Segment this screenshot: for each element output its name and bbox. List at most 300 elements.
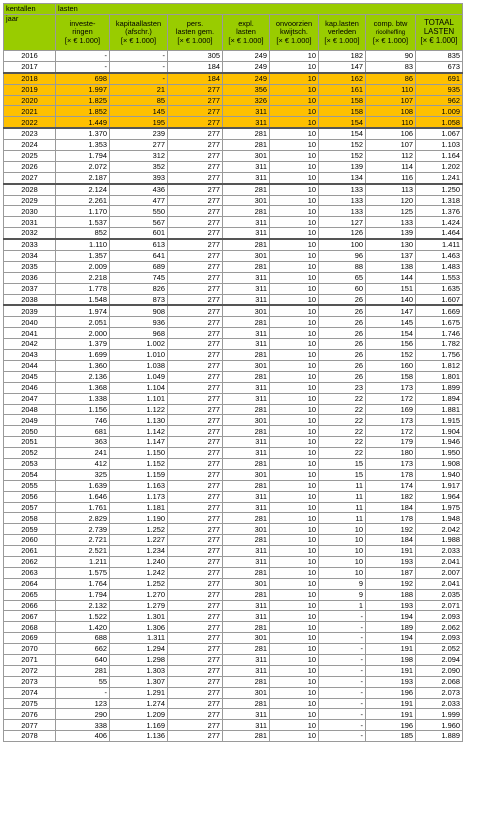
header-label: investe- [69, 18, 96, 28]
year-cell: 2020 [4, 95, 56, 106]
value-cell: 100 [319, 239, 366, 250]
value-cell: 311 [223, 502, 270, 513]
year-cell: 2024 [4, 140, 56, 151]
value-cell: 935 [416, 84, 463, 95]
header-unit: [× € 1.000] [324, 35, 360, 45]
value-cell: 10 [270, 687, 319, 698]
value-cell: 10 [270, 371, 319, 382]
value-cell: 835 [416, 51, 463, 62]
value-cell: 1.147 [110, 437, 168, 448]
value-cell: 113 [366, 184, 416, 195]
value-cell: 2.124 [56, 184, 110, 195]
value-cell: 2.051 [56, 317, 110, 328]
value-cell: 1.950 [416, 448, 463, 459]
value-cell: 311 [223, 611, 270, 622]
value-cell: 406 [56, 731, 110, 742]
year-cell: 2078 [4, 731, 56, 742]
value-cell: 10 [270, 578, 319, 589]
value-cell: 139 [319, 161, 366, 172]
value-cell: 158 [319, 106, 366, 117]
year-cell: 2018 [4, 73, 56, 84]
value-cell: 10 [270, 676, 319, 687]
value-cell: 277 [168, 622, 223, 633]
value-cell: 158 [319, 95, 366, 106]
header-label: pers. [186, 18, 204, 28]
value-cell: 191 [366, 709, 416, 720]
value-cell: - [319, 611, 366, 622]
table-row [4, 622, 463, 633]
value-cell: 681 [56, 426, 110, 437]
value-cell: 1.881 [416, 404, 463, 415]
value-cell: 1.136 [110, 731, 168, 742]
value-cell: 1.908 [416, 458, 463, 469]
value-cell: 689 [110, 261, 168, 272]
value-cell: 144 [366, 272, 416, 283]
value-cell: 2.093 [416, 633, 463, 644]
value-cell: 2.072 [56, 161, 110, 172]
value-cell: 1.190 [110, 513, 168, 524]
value-cell: 2.132 [56, 600, 110, 611]
value-cell: 281 [223, 206, 270, 217]
value-cell: 1.915 [416, 415, 463, 426]
value-cell: 10 [319, 546, 366, 557]
value-cell: 277 [168, 128, 223, 139]
value-cell: 173 [366, 415, 416, 426]
value-cell: 290 [56, 709, 110, 720]
value-cell: 10 [319, 535, 366, 546]
value-cell: 192 [366, 578, 416, 589]
value-cell: 1.548 [56, 294, 110, 305]
value-cell: 110 [366, 117, 416, 128]
value-cell: 1.424 [416, 217, 463, 228]
header-label: comp. btw [373, 18, 408, 28]
year-cell: 2074 [4, 687, 56, 698]
value-cell: 1.764 [56, 578, 110, 589]
value-cell: 2.739 [56, 524, 110, 535]
table-row [4, 480, 463, 491]
value-cell: 22 [319, 404, 366, 415]
value-cell: 1.669 [416, 305, 463, 316]
value-cell: 311 [223, 600, 270, 611]
value-cell: 277 [168, 589, 223, 600]
value-cell: 412 [56, 458, 110, 469]
value-cell: 1.150 [110, 448, 168, 459]
value-cell: 83 [366, 61, 416, 72]
table-row [4, 676, 463, 687]
table-row [4, 720, 463, 731]
value-cell: 277 [168, 317, 223, 328]
table-row [4, 698, 463, 709]
value-cell: 156 [366, 339, 416, 350]
year-cell: 2049 [4, 415, 56, 426]
value-cell: 746 [56, 415, 110, 426]
value-cell: 152 [319, 140, 366, 151]
value-cell: 10 [270, 151, 319, 162]
table-row [4, 371, 463, 382]
value-cell: 688 [56, 633, 110, 644]
value-cell: 281 [223, 644, 270, 655]
value-cell: 10 [270, 382, 319, 393]
year-cell: 2075 [4, 698, 56, 709]
value-cell: 326 [223, 95, 270, 106]
value-cell: 1.635 [416, 283, 463, 294]
value-cell: 26 [319, 328, 366, 339]
table-row [4, 328, 463, 339]
year-cell: 2077 [4, 720, 56, 731]
value-cell: 10 [270, 161, 319, 172]
value-cell: 173 [366, 382, 416, 393]
value-cell: 277 [168, 731, 223, 742]
year-cell: 2048 [4, 404, 56, 415]
value-cell: 10 [270, 73, 319, 84]
table-row [4, 458, 463, 469]
value-cell: 10 [270, 633, 319, 644]
value-cell: 10 [270, 106, 319, 117]
value-cell: 277 [168, 161, 223, 172]
year-cell: 2041 [4, 328, 56, 339]
value-cell: 1.104 [110, 382, 168, 393]
value-cell: 145 [366, 317, 416, 328]
value-cell: 311 [223, 709, 270, 720]
header-totaal-lasten [416, 15, 463, 51]
value-cell: 10 [270, 239, 319, 250]
value-cell: 277 [168, 95, 223, 106]
value-cell: 1.163 [110, 480, 168, 491]
value-cell: 1.646 [56, 491, 110, 502]
value-cell: 179 [366, 437, 416, 448]
table-row [4, 283, 463, 294]
value-cell: 691 [416, 73, 463, 84]
value-cell: 10 [270, 140, 319, 151]
header-label: rioolheffing [375, 30, 406, 37]
header-exploitatielasten [223, 15, 270, 51]
value-cell: 1.761 [56, 502, 110, 513]
value-cell: 194 [366, 611, 416, 622]
value-cell: 1.002 [110, 339, 168, 350]
value-cell: 182 [319, 51, 366, 62]
value-cell: 1.852 [56, 106, 110, 117]
value-cell: 311 [223, 328, 270, 339]
value-cell: 1.794 [56, 589, 110, 600]
value-cell: 22 [319, 448, 366, 459]
value-cell: 1.142 [110, 426, 168, 437]
value-cell: 1.234 [110, 546, 168, 557]
value-cell: 277 [168, 611, 223, 622]
value-cell: 110 [366, 84, 416, 95]
value-cell: 281 [223, 140, 270, 151]
header-label: lasten gem. [175, 27, 215, 37]
value-cell: 10 [270, 480, 319, 491]
value-cell: 22 [319, 393, 366, 404]
year-cell: 2061 [4, 546, 56, 557]
value-cell: 11 [319, 491, 366, 502]
value-cell: 138 [366, 261, 416, 272]
value-cell: 26 [319, 371, 366, 382]
value-cell: 745 [110, 272, 168, 283]
value-cell: 1.311 [110, 633, 168, 644]
value-cell: 1.211 [56, 556, 110, 567]
value-cell: 22 [319, 426, 366, 437]
value-cell: 277 [168, 535, 223, 546]
header-label: verleden [327, 27, 357, 37]
value-cell: 1.553 [416, 272, 463, 283]
table-row [4, 151, 463, 162]
value-cell: 277 [168, 106, 223, 117]
value-cell: 1.306 [110, 622, 168, 633]
value-cell: 60 [319, 283, 366, 294]
table-row [4, 106, 463, 117]
value-cell: 10 [270, 556, 319, 567]
value-cell: 55 [56, 676, 110, 687]
value-cell: 1.209 [110, 709, 168, 720]
value-cell: 133 [319, 184, 366, 195]
value-cell: 11 [319, 513, 366, 524]
value-cell: 130 [366, 239, 416, 250]
value-cell: 172 [366, 426, 416, 437]
value-cell: 10 [270, 51, 319, 62]
value-cell: 281 [223, 184, 270, 195]
value-cell: 2.052 [416, 644, 463, 655]
value-cell: 1.009 [416, 106, 463, 117]
value-cell: 88 [319, 261, 366, 272]
table-row [4, 491, 463, 502]
value-cell: 673 [416, 61, 463, 72]
table-row [4, 589, 463, 600]
value-cell: 301 [223, 195, 270, 206]
year-cell: 2067 [4, 611, 56, 622]
table-row [4, 654, 463, 665]
header-unit: [× € 1.000] [120, 35, 157, 45]
table-row [4, 272, 463, 283]
value-cell: 1.270 [110, 589, 168, 600]
value-cell: 281 [223, 535, 270, 546]
year-cell: 2022 [4, 117, 56, 128]
value-cell: 1.575 [56, 567, 110, 578]
value-cell: 1.379 [56, 339, 110, 350]
value-cell: 9 [319, 589, 366, 600]
value-cell: 277 [168, 350, 223, 361]
table-row [4, 360, 463, 371]
value-cell: 10 [270, 195, 319, 206]
value-cell: 139 [366, 228, 416, 239]
value-cell: 277 [168, 272, 223, 283]
value-cell: 106 [366, 128, 416, 139]
value-cell: 10 [319, 524, 366, 535]
value-cell: 1.156 [56, 404, 110, 415]
value-cell: 241 [56, 448, 110, 459]
value-cell: 311 [223, 106, 270, 117]
value-cell: 281 [223, 371, 270, 382]
table-row [4, 195, 463, 206]
value-cell: 1.122 [110, 404, 168, 415]
value-cell: - [319, 622, 366, 633]
value-cell: 873 [110, 294, 168, 305]
value-cell: 277 [168, 578, 223, 589]
table-row [4, 339, 463, 350]
year-cell: 2038 [4, 294, 56, 305]
table-row [4, 633, 463, 644]
year-cell: 2056 [4, 491, 56, 502]
value-cell: 249 [223, 61, 270, 72]
value-cell: 10 [270, 217, 319, 228]
value-cell: 1.522 [56, 611, 110, 622]
value-cell: 277 [168, 480, 223, 491]
value-cell: 2.521 [56, 546, 110, 557]
value-cell: 1.103 [416, 140, 463, 151]
value-cell: 311 [223, 217, 270, 228]
table-row [4, 161, 463, 172]
value-cell: 26 [319, 360, 366, 371]
value-cell: 10 [270, 404, 319, 415]
year-cell: 2064 [4, 578, 56, 589]
value-cell: 1.420 [56, 622, 110, 633]
value-cell: 192 [366, 524, 416, 535]
value-cell: 10 [270, 524, 319, 535]
value-cell: 10 [270, 644, 319, 655]
value-cell: 277 [168, 720, 223, 731]
value-cell: 936 [110, 317, 168, 328]
value-cell: 154 [319, 128, 366, 139]
value-cell: 277 [168, 502, 223, 513]
value-cell: 10 [270, 502, 319, 513]
value-cell: 2.829 [56, 513, 110, 524]
value-cell: 184 [168, 61, 223, 72]
value-cell: 10 [270, 720, 319, 731]
table-row [4, 546, 463, 557]
table-row [4, 448, 463, 459]
header-unit: [× € 1.000] [177, 35, 213, 45]
value-cell: 10 [270, 513, 319, 524]
table-row [4, 51, 463, 62]
year-cell: 2062 [4, 556, 56, 567]
value-cell: 23 [319, 382, 366, 393]
value-cell: 10 [270, 294, 319, 305]
value-cell: 11 [319, 502, 366, 513]
header-unit: [× € 1.000] [420, 35, 458, 45]
table-row [4, 382, 463, 393]
value-cell: 123 [56, 698, 110, 709]
value-cell: 640 [56, 654, 110, 665]
value-cell: 10 [270, 698, 319, 709]
value-cell: 2.000 [56, 328, 110, 339]
value-cell: - [110, 51, 168, 62]
value-cell: 1.801 [416, 371, 463, 382]
value-cell: 2.035 [416, 589, 463, 600]
value-cell: 191 [366, 665, 416, 676]
value-cell: 107 [366, 140, 416, 151]
value-cell: 195 [110, 117, 168, 128]
value-cell: 188 [366, 589, 416, 600]
table-row [4, 305, 463, 316]
value-cell: 114 [366, 161, 416, 172]
value-cell: 10 [270, 491, 319, 502]
year-cell: 2039 [4, 305, 56, 316]
value-cell: 191 [366, 698, 416, 709]
value-cell: 311 [223, 491, 270, 502]
year-cell: 2070 [4, 644, 56, 655]
value-cell: - [319, 720, 366, 731]
value-cell: 126 [319, 228, 366, 239]
value-cell: 1.169 [110, 720, 168, 731]
value-cell: 140 [366, 294, 416, 305]
value-cell: 133 [366, 217, 416, 228]
value-cell: 189 [366, 622, 416, 633]
value-cell: 311 [223, 720, 270, 731]
value-cell: 2.009 [56, 261, 110, 272]
value-cell: 550 [110, 206, 168, 217]
year-cell: 2065 [4, 589, 56, 600]
value-cell: 2.090 [416, 665, 463, 676]
value-cell: 311 [223, 654, 270, 665]
value-cell: 311 [223, 382, 270, 393]
value-cell: 277 [110, 140, 168, 151]
value-cell: 172 [366, 393, 416, 404]
value-cell: 641 [110, 251, 168, 262]
value-cell: 10 [270, 261, 319, 272]
value-cell: 311 [223, 339, 270, 350]
header-investeringen [56, 15, 110, 51]
value-cell: 1.917 [416, 480, 463, 491]
value-cell: 1.464 [416, 228, 463, 239]
value-cell: 277 [168, 339, 223, 350]
value-cell: 277 [168, 676, 223, 687]
value-cell: 10 [270, 567, 319, 578]
value-cell: 281 [223, 239, 270, 250]
table-row [4, 251, 463, 262]
value-cell: 2.041 [416, 556, 463, 567]
value-cell: 10 [270, 415, 319, 426]
value-cell: 277 [168, 513, 223, 524]
value-cell: 1.960 [416, 720, 463, 731]
value-cell: 1.010 [110, 350, 168, 361]
table-row [4, 261, 463, 272]
value-cell: 281 [223, 676, 270, 687]
value-cell: 1.173 [110, 491, 168, 502]
value-cell: 10 [270, 458, 319, 469]
value-cell: 338 [56, 720, 110, 731]
value-cell: 1.778 [56, 283, 110, 294]
year-cell: 2033 [4, 239, 56, 250]
value-cell: 158 [366, 371, 416, 382]
value-cell: 301 [223, 360, 270, 371]
table-row [4, 426, 463, 437]
value-cell: 15 [319, 469, 366, 480]
table-row [4, 239, 463, 250]
value-cell: 10 [270, 611, 319, 622]
value-cell: 151 [366, 283, 416, 294]
header-label: LASTEN [423, 27, 455, 37]
value-cell: 277 [168, 448, 223, 459]
value-cell: 311 [223, 117, 270, 128]
year-cell: 2055 [4, 480, 56, 491]
value-cell: 1.318 [416, 195, 463, 206]
value-cell: 1.746 [416, 328, 463, 339]
value-cell: 301 [223, 469, 270, 480]
value-cell: 112 [366, 151, 416, 162]
value-cell: 1.988 [416, 535, 463, 546]
year-cell: 2054 [4, 469, 56, 480]
value-cell: - [319, 676, 366, 687]
value-cell: - [56, 687, 110, 698]
year-cell: 2052 [4, 448, 56, 459]
value-cell: 277 [168, 556, 223, 567]
header-jaar: jaar [4, 15, 56, 51]
value-cell: 2.071 [416, 600, 463, 611]
year-cell: 2016 [4, 51, 56, 62]
value-cell: 1.699 [56, 350, 110, 361]
year-cell: 2032 [4, 228, 56, 239]
value-cell: - [319, 731, 366, 742]
